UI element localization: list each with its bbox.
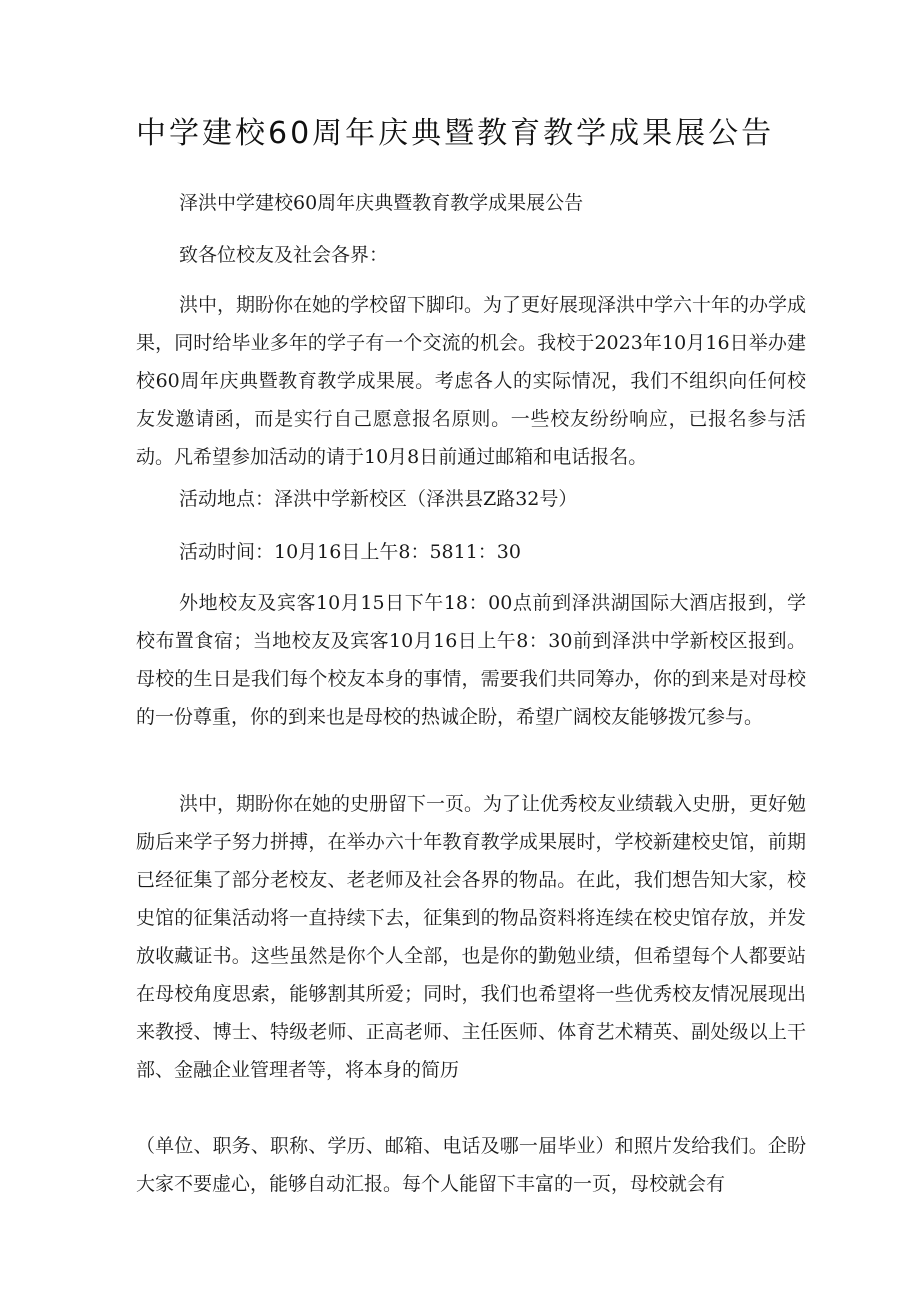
event-time: 活动时间：10月16日上午8：5811：30	[179, 541, 521, 563]
contact-info-paragraph: （单位、职务、职称、学历、邮箱、电话及哪一届毕业）和照片发给我们。企盼大家不要虚心，能够自动汇报。每个人能留下丰富的一页，母校就会有	[136, 1135, 806, 1195]
event-location: 活动地点：泽洪中学新校区（泽洪县Z路32号）	[179, 488, 578, 510]
announcement-subtitle: 泽洪中学建校60周年庆典暨教育教学成果展公告	[179, 192, 584, 214]
greeting-paragraph: 致各位校友及社会各界：	[179, 244, 389, 266]
document-title: 中学建校60周年庆典暨教育教学成果展公告	[136, 116, 775, 151]
arrival-paragraph: 外地校友及宾客10月15日下午18：00点前到泽洪湖国际大酒店报到，学校布置食宿；当地校友及宾客10月16日上午8：30前到泽洪中学新校区报到。母校的生日是我们每个校友本身的事情，需要我们共同筹办，你的到来是对母校的一份尊重，你的到来也是母校的热诚企盼，希望广阔校友能够拨冗参与。	[136, 592, 806, 728]
school-history-paragraph: 洪中，期盼你在她的史册留下一页。为了让优秀校友业绩载入史册，更好勉励后来学子努力拼搏，在举办六十年教育教学成果展时，学校新建校史馆，前期已经征集了部分老校友、老老师及社会各界的物品。在此，我们想告知大家，校史馆的征集活动将一直持续下去，征集到的物品资料将连续在校史馆存放，并发放收藏证书。这些虽然是你个人全部，也是你的勤勉业绩，但希望每个人都要站在母校角度思索，能够割其所爱；同时，我们也希望将一些优秀校友情况展现出来教授、博士、特级老师、正高老师、主任医师、体育艺术精英、副处级以上干部、金融企业管理者等，将本身的简历	[136, 793, 807, 1081]
intro-paragraph: 洪中，期盼你在她的学校留下脚印。为了更好展现泽洪中学六十年的办学成果，同时给毕业多年的学子有一个交流的机会。我校于2023年10月16日举办建校60周年庆典暨教育教学成果展。考虑各人的实际情况，我们不组织向任何校友发邀请函，而是实行自己愿意报名原则。一些校友纷纷响应，已报名参与活动。凡希望参加活动的请于10月8日前通过邮箱和电话报名。	[136, 294, 807, 468]
